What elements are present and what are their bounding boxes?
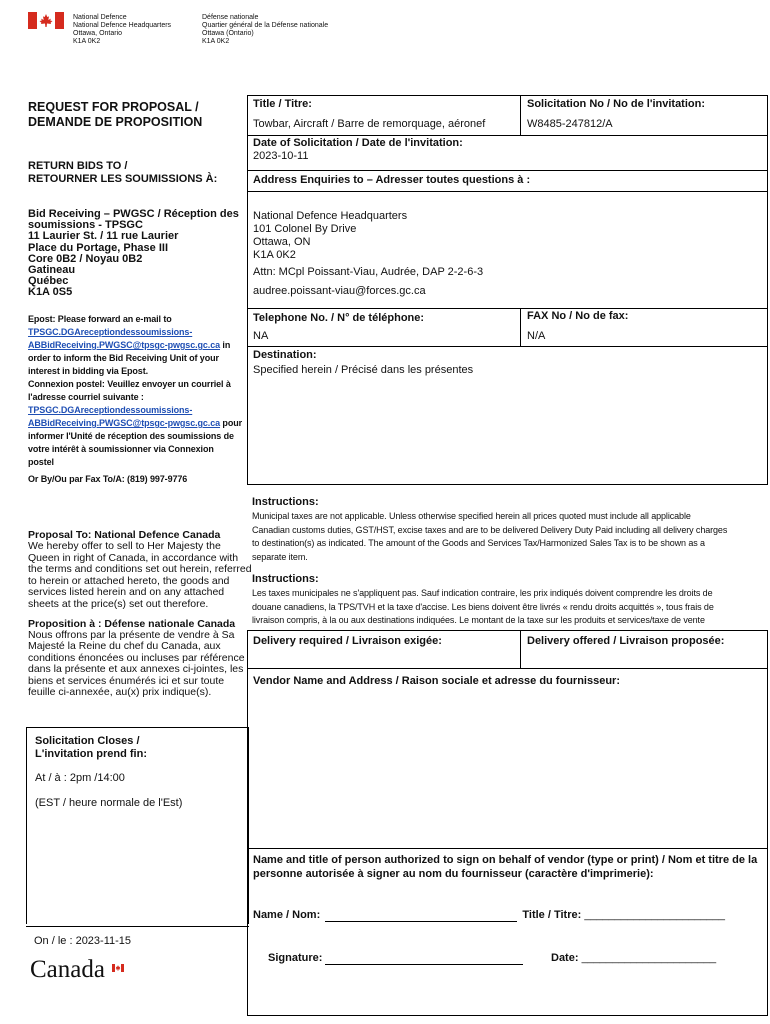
title-label: Title / Titre: [253, 98, 312, 110]
date-sign-field[interactable]: ______________________ [581, 952, 717, 964]
grid-bottom-line [247, 1015, 768, 1016]
instructions-en-line: Canadian customs duties, GST/HST, excise taxes and are to be delivered Delivery Duty Paid including all delivery charges [252, 524, 728, 535]
grid-mid-divider-top [520, 95, 521, 135]
proposal-line: Queen in right of Canada, in accordance with [28, 551, 239, 564]
lower-right-border [767, 630, 768, 1016]
epost-email-link[interactable]: TPSGC.DGAreceptiondessoumissions- [28, 327, 193, 337]
address-line: 11 Laurier St. / 11 rue Laurier [28, 230, 179, 243]
rfp-title-line: DEMANDE DE PROPOSITION [28, 115, 203, 129]
closes-heading-line: L'invitation prend fin: [35, 748, 147, 760]
proposition-line: dans la présente et aux annexes ci-jointes, les [28, 663, 244, 676]
address-line: Bid Receiving – PWGSC / Réception des [28, 208, 239, 220]
address-line: Place du Portage, Phase III [28, 241, 168, 254]
closes-box-bottom-divider [26, 926, 249, 927]
header-en-line: National Defence [73, 14, 127, 21]
proposition-line: conditions énoncées ou incluses par référence [28, 651, 245, 664]
proposition-line: feuille ci-annexée, au(x) prix indique(s). [28, 686, 212, 699]
connexion-after-link: pour [220, 418, 243, 428]
grid-line [247, 668, 768, 669]
instructions-fr-body [252, 587, 714, 628]
telephone-label: Telephone No. / N° de téléphone: [253, 312, 425, 324]
authorized-person-line: Name and title of person authorized to sign on behalf of vendor (type or print) / Nom et titre de la [253, 854, 758, 866]
header-en-line: Ottawa, Ontario [73, 30, 123, 37]
rfp-title-line: REQUEST FOR PROPOSAL / [28, 100, 199, 114]
proposal-line: the terms and conditions set out herein, referred [28, 563, 252, 576]
connexion-line: Connexion postel: Veuillez envoyer un courriel à [28, 379, 231, 389]
address-line: K1A 0S5 [28, 286, 73, 299]
proposition-heading: Proposition à : Défense nationale Canada [28, 618, 236, 630]
date-sign-label: Date: [551, 952, 579, 964]
bid-receiving-address [28, 209, 239, 299]
connexion-email-link-cont[interactable]: ABBidReceiving.PWGSC@tpsgc-pwgsc.gc.ca [28, 418, 221, 428]
vendor-title-label: Title / Titre: [522, 909, 582, 921]
proposition-body [28, 630, 245, 698]
grid-line [247, 308, 768, 309]
proposal-line: to herein or attached hereto, the goods and [28, 574, 230, 587]
delivery-required-label: Delivery required / Livraison exigée: [253, 635, 442, 647]
enquiries-email: audree.poissant-viau@forces.gc.ca [253, 285, 426, 297]
enquiries-line: 101 Colonel By Drive [253, 223, 357, 235]
instructions-en-heading: Instructions: [252, 496, 319, 508]
instructions-fr-line: livraison compris, à la ou aux destinations indiquées. Le montant de la taxe sur les produits et services/taxe de vente [252, 615, 705, 625]
delivery-offered-field[interactable] [521, 649, 766, 667]
closes-heading [35, 735, 147, 761]
grid-line [247, 630, 768, 631]
enquiries-line: National Defence Headquarters [253, 210, 408, 222]
enquiries-line: Ottawa, ON [253, 236, 311, 248]
enquiries-label: Address Enquiries to – Adresser toutes questions à : [253, 174, 531, 186]
authorized-person-label [253, 853, 757, 881]
epost-after-link: in [220, 340, 231, 350]
instructions-en-line: Municipal taxes are not applicable. Unless otherwise specified herein all prices quoted must include all applicable [252, 511, 691, 521]
epost-line: interest in bidding via Epost. [28, 366, 149, 376]
destination-label: Destination: [253, 349, 317, 361]
return-bids-line: RETOURNER LES SOUMISSIONS À: [28, 173, 218, 185]
vendor-label: Vendor Name and Address / Raison sociale et adresse du fournisseur: [253, 675, 620, 687]
closing-date: On / le : 2023-11-15 [34, 935, 132, 947]
address-line: Core 0B2 / Noyau 0B2 [28, 252, 143, 265]
proposition-line: Nous offrons par la présente de vendre à Sa [28, 629, 235, 641]
header-fr-line: Quartier général de la Défense nationale [202, 22, 329, 29]
solicitation-value: W8485-247812/A [527, 118, 613, 130]
proposal-heading: Proposal To: National Defence Canada [28, 529, 221, 541]
canada-wordmark [30, 956, 105, 984]
solicitation-closes-box [26, 727, 249, 924]
fax-number-label: FAX No / No de fax: [527, 310, 629, 322]
instructions-en-body [252, 510, 727, 564]
grid-mid-divider-phone [520, 308, 521, 346]
return-bids-heading [28, 160, 217, 186]
signature-field[interactable] [325, 952, 523, 965]
epost-block [28, 313, 250, 469]
instructions-fr-line: douane canadiens, la TPS/TVH et la taxe d'accise. Les biens doivent être livrés « rendu droits acquittés », tous frais de [252, 601, 714, 612]
authorized-person-line: personne autorisée à signer au nom du fournisseur (caractère d'imprimerie): [253, 868, 654, 880]
address-line: Québec [28, 275, 69, 288]
proposal-line: We hereby offer to sell to Her Majesty the [28, 540, 221, 552]
wordmark-flag-icon [112, 959, 124, 977]
proposal-body [28, 541, 252, 611]
address-line: soumissions - TPSGC [28, 219, 143, 232]
closes-timezone: (EST / heure normale de l'Est) [35, 797, 183, 809]
closes-heading-line: Solicitation Closes / [35, 735, 140, 747]
fax-line: Or By/Ou par Fax To/A: (819) 997-9776 [28, 474, 188, 484]
date-sign-row [551, 952, 716, 965]
canada-wordmark-text: Canada [30, 956, 105, 983]
connexion-line: votre intérêt à soumissionner via Connexion [28, 444, 214, 454]
return-bids-line: RETURN BIDS TO / [28, 160, 128, 172]
epost-email-link-cont[interactable]: ABBidReceiving.PWGSC@tpsgc-pwgsc.gc.ca [28, 340, 221, 350]
telephone-value: NA [253, 330, 269, 342]
signature-label: Signature: [268, 952, 323, 964]
grid-line [247, 135, 768, 136]
closes-time: At / à : 2pm /14:00 [35, 772, 125, 784]
name-field[interactable] [325, 909, 517, 922]
grid-line [247, 191, 768, 192]
name-row [253, 909, 725, 922]
header-fr-line: Défense nationale [202, 14, 259, 21]
connexion-email-link[interactable]: TPSGC.DGAreceptiondessoumissions- [28, 405, 193, 415]
proposal-line: services listed herein and on any attached [28, 586, 225, 599]
header-en-line: National Defence Headquarters [73, 22, 172, 29]
vendor-title-field[interactable]: _______________________ [584, 909, 726, 921]
grid-line [247, 170, 768, 171]
instructions-fr-line: Les taxes municipales ne s'appliquent pas. Sauf indication contraire, les prix indiqués doivent comprendre les droits de [252, 588, 713, 598]
title-value: Towbar, Aircraft / Barre de remorquage, aéronef [253, 118, 486, 130]
grid-top-line [247, 95, 768, 96]
header-fr-line: Ottawa (Ontario) [202, 30, 254, 37]
enquiries-address [253, 210, 407, 262]
enquiries-attn: Attn: MCpl Poissant-Viau, Audrée, DAP 2-2-6-3 [253, 266, 484, 278]
destination-value: Specified herein / Précisé dans les présentes [253, 364, 474, 376]
epost-line: order to inform the Bid Receiving Unit of your [28, 353, 219, 363]
header-english-block [73, 14, 171, 46]
header-en-line: K1A 0K2 [73, 38, 101, 45]
proposition-line: Majesté la Reine du chef du Canada, aux [28, 640, 221, 653]
signature-row [268, 952, 523, 965]
enquiries-line: K1A 0K2 [253, 249, 296, 261]
connexion-line: postel [28, 457, 54, 467]
connexion-line: l'adresse courriel suivante : [28, 392, 144, 402]
fax-number-value: N/A [527, 330, 546, 342]
connexion-line: informer l'Unité de réception des soumissions de [28, 431, 234, 441]
delivery-offered-label: Delivery offered / Livraison proposée: [527, 635, 725, 647]
rfp-title [28, 100, 202, 130]
grid-line [247, 346, 768, 347]
vendor-address-field[interactable] [248, 690, 766, 846]
solicitation-label: Solicitation No / No de l'invitation: [527, 98, 706, 110]
grid-bottom-line [247, 484, 768, 485]
name-label: Name / Nom: [253, 909, 321, 921]
date-label: Date of Solicitation / Date de l'invitation: [253, 137, 463, 149]
instructions-fr-heading: Instructions: [252, 573, 319, 585]
header-fr-line: K1A 0K2 [202, 38, 230, 45]
header-french-block [202, 14, 328, 46]
instructions-en-line: separate item. [252, 551, 308, 562]
date-value: 2023-10-11 [253, 150, 309, 162]
grid-left-border [247, 95, 248, 484]
address-line: Gatineau [28, 264, 76, 277]
grid-line [247, 848, 768, 849]
grid-right-border [767, 95, 768, 484]
proposal-line: sheets at the price(s) set out therefore. [28, 597, 209, 610]
epost-intro: Epost: Please forward an e-mail to [28, 314, 172, 324]
instructions-en-line: to destination(s) as indicated. The amount of the Goods and Services Tax/Harmonized Sales Tax is to be shown as a [252, 538, 705, 548]
canada-flag-icon [28, 12, 64, 29]
proposition-line: biens et services énumérés ici et sur toute [28, 674, 225, 687]
